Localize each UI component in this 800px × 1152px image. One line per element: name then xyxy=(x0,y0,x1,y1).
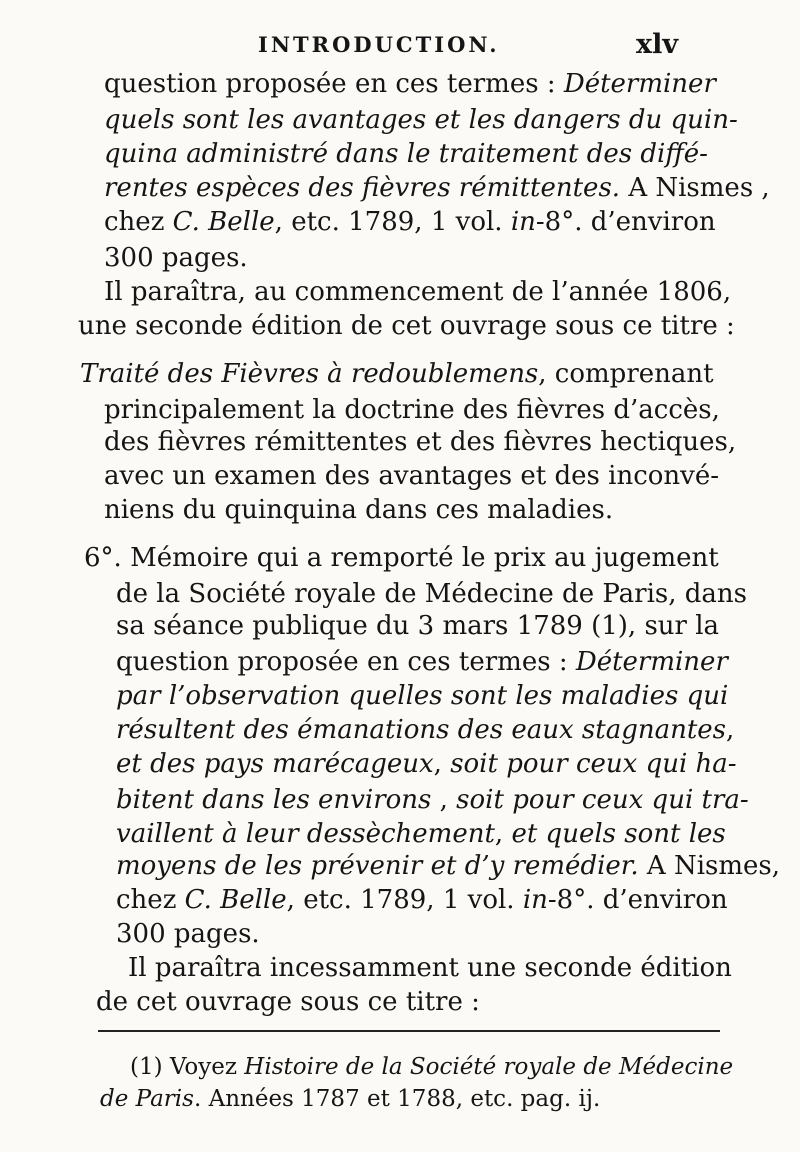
text-run: de la Société royale de Médecine de Paris, dans xyxy=(116,579,748,609)
italic-run: in xyxy=(522,885,548,915)
text-run: Il paraîtra incessamment une seconde édition xyxy=(128,953,732,983)
item-line xyxy=(116,714,734,746)
text-run: , etc. 1789, 1 vol. xyxy=(274,207,511,237)
page-number: xlv xyxy=(636,29,679,60)
text-run: principalement la doctrine des fièvres d’accès, xyxy=(104,395,720,425)
italic-run: Traité des Fièvres à redoublemens xyxy=(80,359,539,389)
item-line xyxy=(116,850,780,882)
footnote-line xyxy=(100,1084,600,1114)
paragraph-line xyxy=(104,138,708,170)
paragraph-line xyxy=(104,242,248,274)
italic-run: bitent dans les environs xyxy=(116,785,432,815)
title-line xyxy=(104,460,719,492)
text-run: , xyxy=(431,785,457,815)
text-run: , comprenant xyxy=(538,359,714,389)
text-run: de cet ouvrage sous ce titre : xyxy=(96,987,480,1017)
item-line xyxy=(84,542,719,574)
paragraph-line xyxy=(104,104,738,136)
item-line xyxy=(116,884,728,916)
italic-run: rentes espèces des fièvres rémittentes. xyxy=(104,173,621,203)
text-run: Il paraîtra, au commencement de l’année 1806, xyxy=(104,277,732,307)
text-run: une seconde édition de cet ouvrage sous ce titre : xyxy=(78,311,735,341)
title-line xyxy=(104,494,613,526)
text-run: A Nismes , xyxy=(620,173,770,203)
text-run: 6°. Mémoire qui a remporté le prix au jugement xyxy=(84,543,719,573)
italic-run: et des pays marécageux xyxy=(116,749,434,779)
item-line xyxy=(116,646,728,678)
paragraph-line xyxy=(78,310,735,342)
italic-run: moyens de les prévenir et d’y remédier. xyxy=(116,851,639,881)
italic-run: par l’observation quelles sont les maladies qui xyxy=(116,681,729,711)
text-run: chez xyxy=(104,207,173,237)
text-run: , xyxy=(726,715,735,745)
title-line xyxy=(80,358,714,390)
text-run: chez xyxy=(116,885,185,915)
text-run: question proposée en ces termes : xyxy=(104,69,564,99)
footnote-rule xyxy=(98,1030,720,1032)
item-line xyxy=(116,918,260,950)
text-run: , etc. 1789, 1 vol. xyxy=(286,885,523,915)
item-line xyxy=(116,784,749,816)
footnote-line xyxy=(130,1052,733,1082)
item-line xyxy=(116,818,726,850)
text-run: -8°. d’environ xyxy=(535,207,716,237)
italic-run: résultent des émanations des eaux stagnantes xyxy=(116,715,727,745)
text-run: niens du quinquina dans ces maladies. xyxy=(104,495,614,525)
italic-run: soit pour ceux qui tra- xyxy=(456,785,749,815)
text-run: sa séance publique du 3 mars 1789 (1), sur la xyxy=(116,611,720,641)
italic-run: quels sont les avantages et les dangers du quin- xyxy=(104,105,738,135)
italic-run: soit pour ceux qui ha- xyxy=(450,749,737,779)
text-run: , xyxy=(433,749,451,779)
paragraph-line xyxy=(104,276,731,308)
text-run: 300 pages. xyxy=(104,243,248,273)
italic-run: de Paris xyxy=(100,1086,194,1112)
text-run: , xyxy=(494,819,512,849)
text-run: A Nismes, xyxy=(638,851,781,881)
italic-run: vaillent à leur dessèchement xyxy=(116,819,495,849)
italic-run: Déterminer xyxy=(563,69,716,99)
paragraph-line xyxy=(128,952,732,984)
page-header xyxy=(0,29,800,62)
italic-run: et quels sont les xyxy=(511,819,726,849)
item-line xyxy=(116,610,719,642)
title-line xyxy=(104,426,736,458)
running-title: INTRODUCTION. xyxy=(258,32,500,57)
italic-run: quina administré dans le traitement des diffé- xyxy=(104,139,708,169)
text-run: (1) Voyez xyxy=(130,1054,245,1080)
text-run: question proposée en ces termes : xyxy=(116,647,576,677)
italic-run: in xyxy=(510,207,536,237)
paragraph-line xyxy=(104,68,716,100)
italic-run: Déterminer xyxy=(575,647,728,677)
italic-run: C. Belle xyxy=(184,885,287,915)
paragraph-line xyxy=(104,172,770,204)
item-line xyxy=(116,748,737,780)
text-run: avec un examen des avantages et des inconvé- xyxy=(104,461,720,491)
italic-run: Histoire de la Société royale de Médecine xyxy=(244,1054,734,1080)
paragraph-line xyxy=(96,986,480,1018)
text-run: des fièvres rémittentes et des fièvres hectiques, xyxy=(104,427,737,457)
text-run: . Années 1787 et 1788, etc. pag. ij. xyxy=(193,1086,601,1112)
italic-run: C. Belle xyxy=(172,207,275,237)
paragraph-line xyxy=(104,206,716,238)
text-run: -8°. d’environ xyxy=(547,885,728,915)
title-line xyxy=(104,394,720,426)
item-line xyxy=(116,578,747,610)
text-run: 300 pages. xyxy=(116,919,260,949)
item-line xyxy=(116,680,728,712)
